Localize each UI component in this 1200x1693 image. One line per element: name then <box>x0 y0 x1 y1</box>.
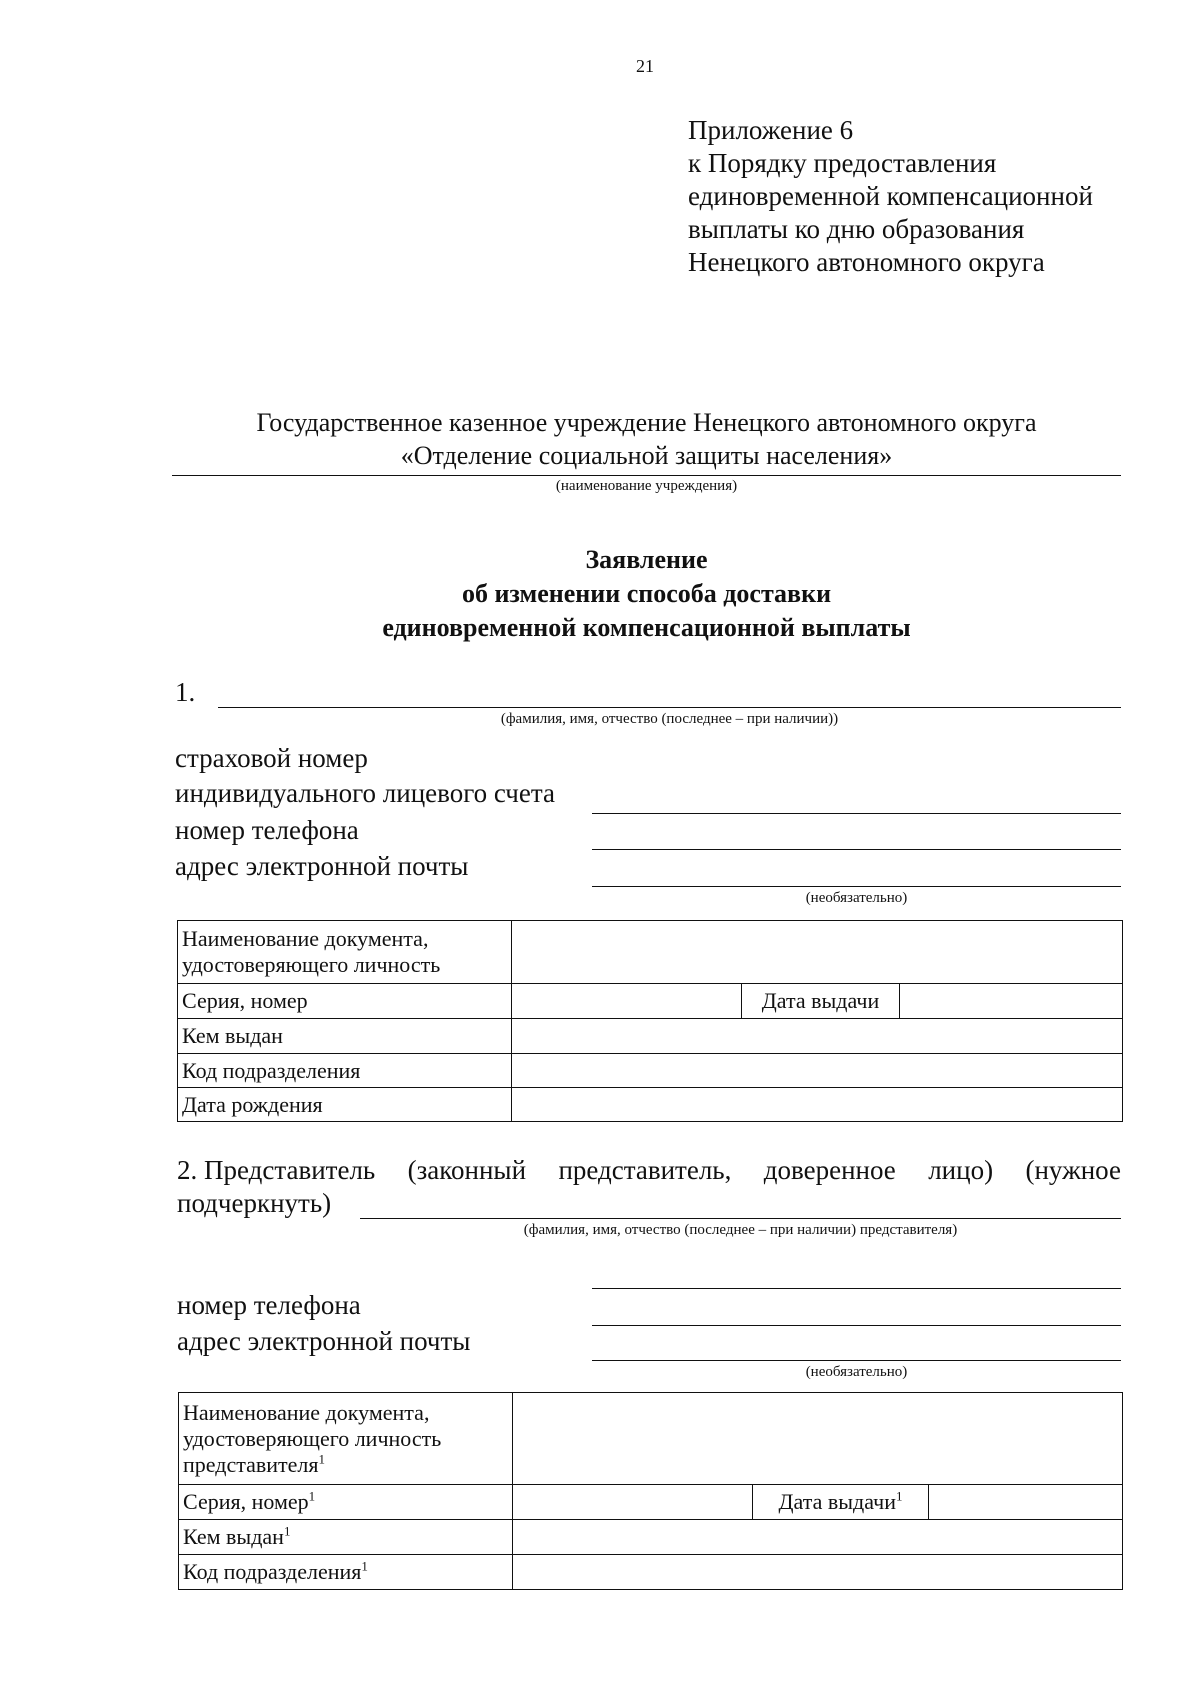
heading-word: (нужное <box>1025 1155 1121 1185</box>
doc-name-label: Наименование документа, удостоверяющего личность <box>178 921 512 984</box>
representative-document-table <box>178 1392 1123 1590</box>
rep-dept-code-value[interactable] <box>513 1555 1123 1590</box>
institution-name-line2: «Отделение социальной защиты населения» <box>400 441 893 470</box>
birth-date-label: Дата рождения <box>178 1088 512 1122</box>
snils-field[interactable] <box>592 813 1121 814</box>
rep-issue-date-label: Дата выдачи$^1$ <box>753 1485 929 1520</box>
institution-underline <box>172 475 1121 476</box>
table-row <box>179 1393 1123 1485</box>
series-label: Серия, номер <box>178 984 512 1019</box>
rep-doc-name-line2: удостоверяющего личность <box>183 1425 442 1451</box>
table-row <box>178 984 1123 1019</box>
representative-name-field[interactable] <box>360 1218 1121 1219</box>
footnote-mark: 1 <box>283 1523 291 1539</box>
issue-date-label: Дата выдачи <box>742 984 900 1019</box>
rep-dept-code-label: Код подразделения$^1$ <box>179 1555 513 1590</box>
document-title <box>172 543 1121 645</box>
snils-label-line2: индивидуального лицевого счета <box>175 778 555 808</box>
heading-word: представитель, <box>558 1155 732 1185</box>
rep-phone-label: номер телефона <box>177 1290 361 1320</box>
series-value[interactable] <box>512 984 742 1019</box>
email-field[interactable] <box>592 886 1121 887</box>
rep-doc-name-line1: Наименование документа, <box>183 1399 430 1425</box>
dept-code-value[interactable] <box>512 1054 1123 1088</box>
snils-label-line1: страховой номер <box>175 743 368 773</box>
appendix-line: к Порядку предоставления <box>688 148 997 178</box>
birth-date-value[interactable] <box>512 1088 1123 1122</box>
heading-word: лицо) <box>928 1155 994 1185</box>
institution-name-line1: Государственное казенное учреждение Ненецкого автономного округа <box>256 408 1037 437</box>
phone-label: номер телефона <box>175 815 359 845</box>
rep-doc-name-label <box>179 1393 513 1485</box>
footnote-mark: 1 <box>361 1558 368 1574</box>
issue-date-value[interactable] <box>900 984 1123 1019</box>
applicant-name-caption: (фамилия, имя, отчество (последнее – при наличии)) <box>500 711 839 727</box>
representative-heading <box>177 1155 1121 1186</box>
rep-doc-name-line3: представителя$^1$ <box>183 1451 325 1477</box>
title-line1: Заявление <box>585 545 708 574</box>
email-optional-caption: (необязательно) <box>805 890 908 906</box>
rep-phone-field[interactable] <box>592 1325 1121 1326</box>
rep-issued-by-label: Кем выдан$^1$ <box>179 1520 513 1555</box>
title-line2: об изменении способа доставки <box>461 579 832 608</box>
rep-issue-date-value[interactable] <box>929 1485 1123 1520</box>
rep-email-field[interactable] <box>592 1360 1121 1361</box>
appendix-line: Ненецкого автономного округа <box>688 247 1045 277</box>
issued-by-label: Кем выдан <box>178 1019 512 1054</box>
email-label: адрес электронной почты <box>175 851 469 881</box>
applicant-document-table <box>177 920 1123 1122</box>
rep-series-label: Серия, номер$^1$ <box>179 1485 513 1520</box>
title-line3: единовременной компенсационной выплаты <box>382 613 911 642</box>
phone-field[interactable] <box>592 849 1121 850</box>
issued-by-value[interactable] <box>512 1019 1123 1054</box>
appendix-line: Приложение 6 <box>688 115 854 145</box>
footnote-mark: 1 <box>895 1488 903 1504</box>
table-row <box>178 921 1123 984</box>
rep-email-optional-caption: (необязательно) <box>805 1364 908 1380</box>
rep-issued-by-value[interactable] <box>513 1520 1123 1555</box>
table-row <box>179 1520 1123 1555</box>
footnote-mark: 1 <box>308 1488 316 1504</box>
rep-extra-field[interactable] <box>592 1288 1121 1289</box>
applicant-name-field[interactable] <box>218 707 1121 708</box>
representative-name-caption: (фамилия, имя, отчество (последнее – при наличии) представителя) <box>523 1222 958 1238</box>
rep-doc-name-value[interactable] <box>513 1393 1123 1485</box>
heading-word: (законный <box>407 1155 527 1185</box>
footnote-mark: 1 <box>318 1451 325 1467</box>
rep-series-value[interactable] <box>513 1485 753 1520</box>
appendix-header <box>688 114 1093 279</box>
representative-heading-line2: подчеркнуть) <box>177 1188 332 1218</box>
table-row <box>178 1088 1123 1122</box>
table-row <box>178 1019 1123 1054</box>
dept-code-label: Код подразделения <box>178 1054 512 1088</box>
table-row <box>179 1555 1123 1590</box>
doc-name-value[interactable] <box>512 921 1123 984</box>
page-number: 21 <box>636 56 654 76</box>
heading-word: 2. Представитель <box>177 1155 376 1185</box>
section1-number: 1. <box>175 677 196 707</box>
table-row <box>178 1054 1123 1088</box>
institution-caption: (наименование учреждения) <box>555 478 738 494</box>
rep-email-label: адрес электронной почты <box>177 1326 471 1356</box>
table-row <box>179 1485 1123 1520</box>
appendix-line: единовременной компенсационной <box>688 181 1093 211</box>
heading-word: доверенное <box>763 1155 896 1185</box>
appendix-line: выплаты ко дню образования <box>688 214 1025 244</box>
